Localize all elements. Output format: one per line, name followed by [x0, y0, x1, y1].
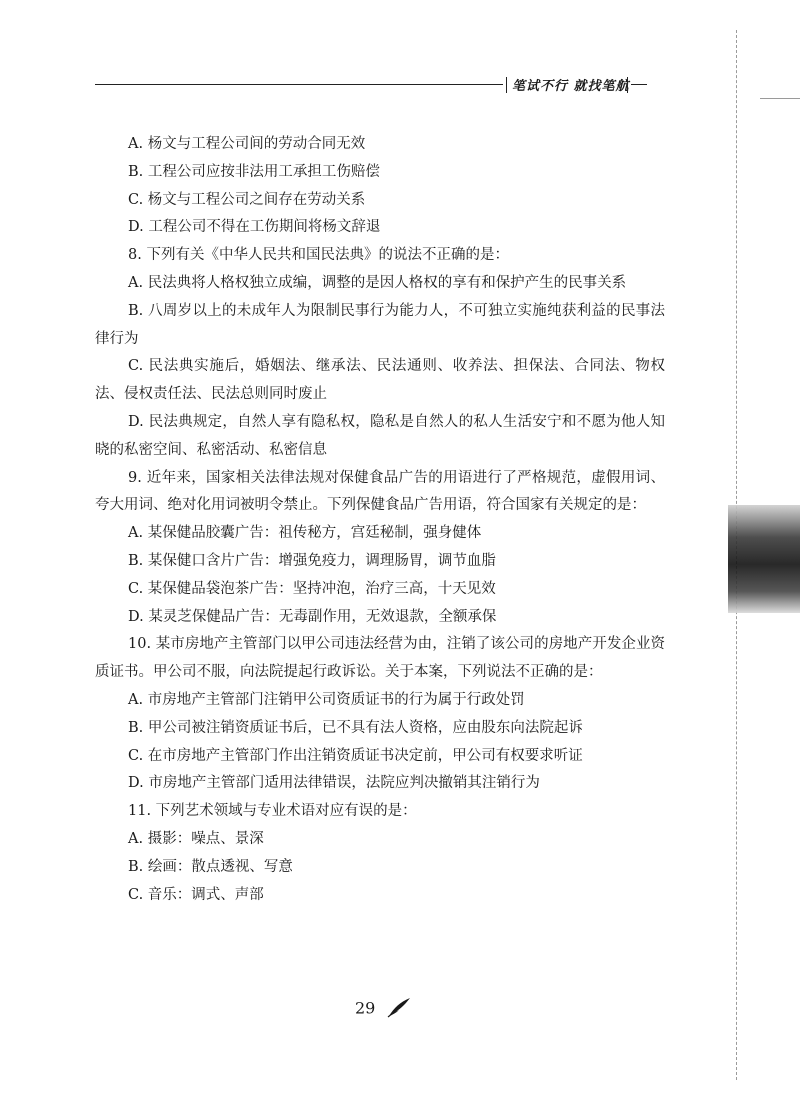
scan-artifact: [728, 505, 800, 613]
option-10d: D. 市房地产主管部门适用法律错误，法院应判决撤销其注销行为: [128, 775, 540, 792]
page-footer: [355, 996, 412, 1022]
page-body: [95, 131, 665, 909]
option-9a: A. 某保健品胶囊广告：祖传秘方，宫廷秘制，强身健体: [128, 525, 482, 542]
option-10c: C. 在市房地产主管部门作出注销资质证书决定前，甲公司有权要求听证: [128, 747, 583, 764]
option-7c: C. 杨文与工程公司之间存在劳动关系: [128, 191, 366, 208]
option-9c: C. 某保健品袋泡茶广告：坚持冲泡，治疗三高，十天见效: [128, 580, 496, 597]
running-header: [95, 74, 665, 94]
option-11b: B. 绘画：散点透视、写意: [128, 858, 293, 875]
option-7b: B. 工程公司应按非法用工承担工伤赔偿: [128, 163, 380, 180]
header-bar-left: [506, 77, 507, 93]
header-rule: [95, 84, 503, 85]
scan-edge-mark: [760, 98, 800, 99]
option-8d: D. 民法典规定，自然人享有隐私权，隐私是自然人的私人生活安宁和不愿为他人知晓的私密空间、私密活动、私密信息: [95, 413, 665, 458]
option-10a: A. 市房地产主管部门注销甲公司资质证书的行为属于行政处罚: [128, 691, 525, 708]
header-title: 笔试不行 就找笔航: [512, 79, 630, 94]
option-9b: B. 某保健口含片广告：增强免疫力，调理肠胃，调节血脂: [128, 552, 496, 569]
option-8a: A. 民法典将人格权独立成编，调整的是因人格权的享有和保护产生的民事关系: [128, 274, 627, 291]
option-10b: B. 甲公司被注销资质证书后，已不具有法人资格，应由股东向法院起诉: [128, 719, 583, 736]
option-9d: D. 某灵芝保健品广告：无毒副作用，无效退款，全额承保: [128, 608, 497, 625]
option-8c: C. 民法典实施后，婚姻法、继承法、民法通则、收养法、担保法、合同法、物权法、侵权责任法、民法总则同时废止: [95, 358, 665, 403]
question-8: 8. 下列有关《中华人民共和国民法典》的说法不正确的是：: [128, 247, 509, 264]
question-9: 9. 近年来，国家相关法律法规对保健食品广告的用语进行了严格规范，虚假用词、夸大用词、绝对化用词被明令禁止。下列保健食品广告用语，符合国家有关规定的是：: [95, 469, 665, 514]
question-11: 11. 下列艺术领域与专业术语对应有误的是：: [128, 803, 417, 820]
option-8b: B. 八周岁以上的未成年人为限制民事行为能力人，不可独立实施纯获利益的民事法律行为: [95, 302, 665, 347]
option-7a: A. 杨文与工程公司间的劳动合同无效: [128, 136, 366, 152]
header-rule-tail: [631, 84, 647, 85]
option-7d: D. 工程公司不得在工伤期间将杨文辞退: [128, 219, 381, 236]
header-bar-right: [627, 77, 628, 93]
question-10: 10. 某市房地产主管部门以甲公司违法经营为由，注销了该公司的房地产开发企业资质证书。甲公司不服，向法院提起行政诉讼。关于本案，下列说法不正确的是：: [95, 636, 665, 681]
option-11c: C. 音乐：调式、声部: [128, 886, 264, 903]
page-number: 29: [355, 998, 376, 1018]
quill-pen-icon: [386, 996, 412, 1022]
option-11a: A. 摄影：噪点、景深: [128, 830, 264, 847]
